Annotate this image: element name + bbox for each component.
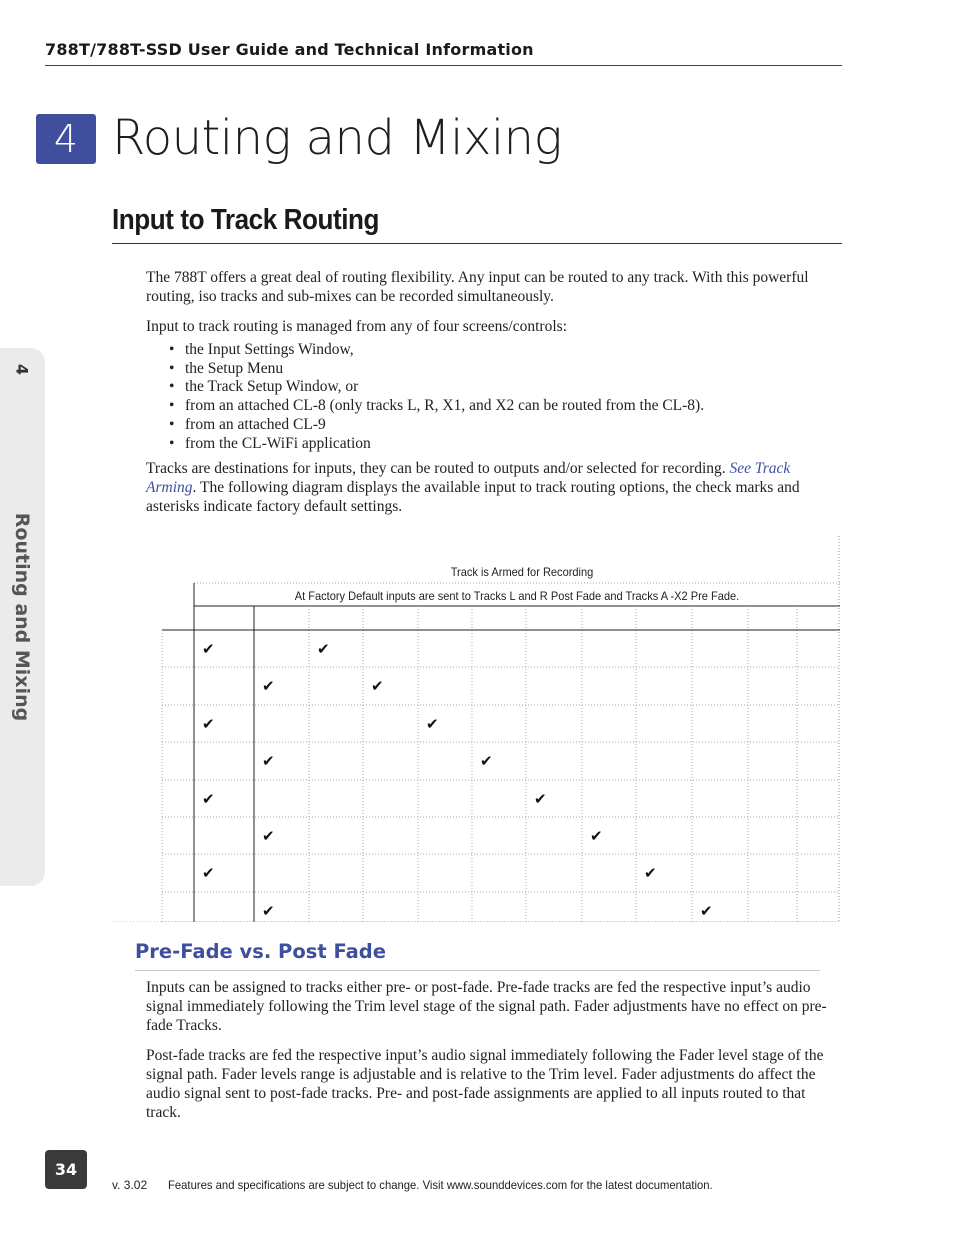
list-item: • from the CL-WiFi application bbox=[167, 435, 704, 454]
routing-check-mark: ✔ bbox=[644, 864, 657, 882]
routing-check-mark: ✔ bbox=[202, 640, 215, 658]
routing-check-mark: ✔ bbox=[426, 715, 439, 733]
subsection-title: Pre-Fade vs. Post Fade bbox=[135, 940, 386, 963]
armed-caption: Track is Armed for Recording bbox=[450, 565, 594, 579]
routing-screens-paragraph: Input to track routing is managed from any of four screens/controls: bbox=[146, 318, 567, 335]
routing-screens-list bbox=[167, 341, 704, 453]
routing-check-mark: ✔ bbox=[317, 640, 330, 658]
footer-version: v. 3.02 bbox=[112, 1178, 148, 1192]
side-tab-label: Routing and Mixing bbox=[11, 512, 33, 722]
section-rule bbox=[112, 243, 842, 244]
chapter-number-badge: 4 bbox=[36, 114, 96, 164]
list-item: • the Track Setup Window, or bbox=[167, 378, 704, 397]
routing-check-mark: ✔ bbox=[700, 902, 713, 920]
intro-paragraph: The 788T offers a great deal of routing flexibility. Any input can be routed to any track. With this powerful routing, iso tracks and sub-mixes can be recorded simultaneously. bbox=[146, 269, 809, 305]
postfade-paragraph: Post-fade tracks are fed the respective input’s audio signal immediately following the Fader level stage of the signal path. Fader levels range is adjustable and is relative to the Trim level. Fader adjustments do affect the audio signal sent to post-fade tracks. Pre- and post-fade assignments are applied to all inputs routed to that track. bbox=[146, 1047, 824, 1121]
tracks-paragraph-text: Tracks are destinations for inputs, they can be routed to outputs and/or selected for recording. bbox=[146, 460, 730, 477]
track-arming-link[interactable]: See Track Arming bbox=[146, 460, 791, 496]
list-item: • the Setup Menu bbox=[167, 360, 704, 379]
default-caption: At Factory Default inputs are sent to Tracks L and R Post Fade and Tracks A -X2 Pre Fade. bbox=[294, 589, 740, 603]
prefade-paragraph: Inputs can be assigned to tracks either pre- or post-fade. Pre-fade tracks are fed the respective input’s audio signal immediately following the Trim level stage of the signal path. Fader adjustments have no effect on pre-fade Tracks. bbox=[146, 979, 827, 1034]
routing-check-mark: ✔ bbox=[534, 790, 547, 808]
routing-check-mark: ✔ bbox=[262, 677, 275, 695]
section-title: Input to Track Routing bbox=[112, 204, 380, 236]
routing-check-mark: ✔ bbox=[262, 827, 275, 845]
footer-note: Features and specifications are subject to change. Visit www.sounddevices.com for the latest documentation. bbox=[168, 1178, 713, 1192]
routing-diagram bbox=[112, 536, 840, 922]
header-rule bbox=[45, 65, 842, 66]
routing-check-mark: ✔ bbox=[202, 715, 215, 733]
list-item: • from an attached CL-9 bbox=[167, 416, 704, 435]
side-tab-number: 4 bbox=[12, 363, 32, 376]
routing-check-mark: ✔ bbox=[371, 677, 384, 695]
page-number: 34 bbox=[45, 1150, 87, 1189]
list-item: • the Input Settings Window, bbox=[167, 341, 704, 360]
subsection-rule bbox=[135, 970, 820, 971]
routing-check-mark: ✔ bbox=[262, 902, 275, 920]
chapter-title: Routing and Mixing bbox=[112, 110, 562, 166]
routing-check-mark: ✔ bbox=[480, 752, 493, 770]
running-header: 788T/788T-SSD User Guide and Technical Information bbox=[45, 40, 534, 59]
routing-check-mark: ✔ bbox=[202, 790, 215, 808]
tracks-paragraph bbox=[146, 459, 842, 516]
list-item: • from an attached CL-8 (only tracks L, R, X1, and X2 can be routed from the CL-8). bbox=[167, 397, 704, 416]
routing-check-mark: ✔ bbox=[202, 864, 215, 882]
routing-check-mark: ✔ bbox=[262, 752, 275, 770]
routing-check-mark: ✔ bbox=[590, 827, 603, 845]
tracks-paragraph-text-end: . The following diagram displays the available input to track routing options, the check marks and asterisks indicate factory default settings. bbox=[146, 479, 800, 515]
